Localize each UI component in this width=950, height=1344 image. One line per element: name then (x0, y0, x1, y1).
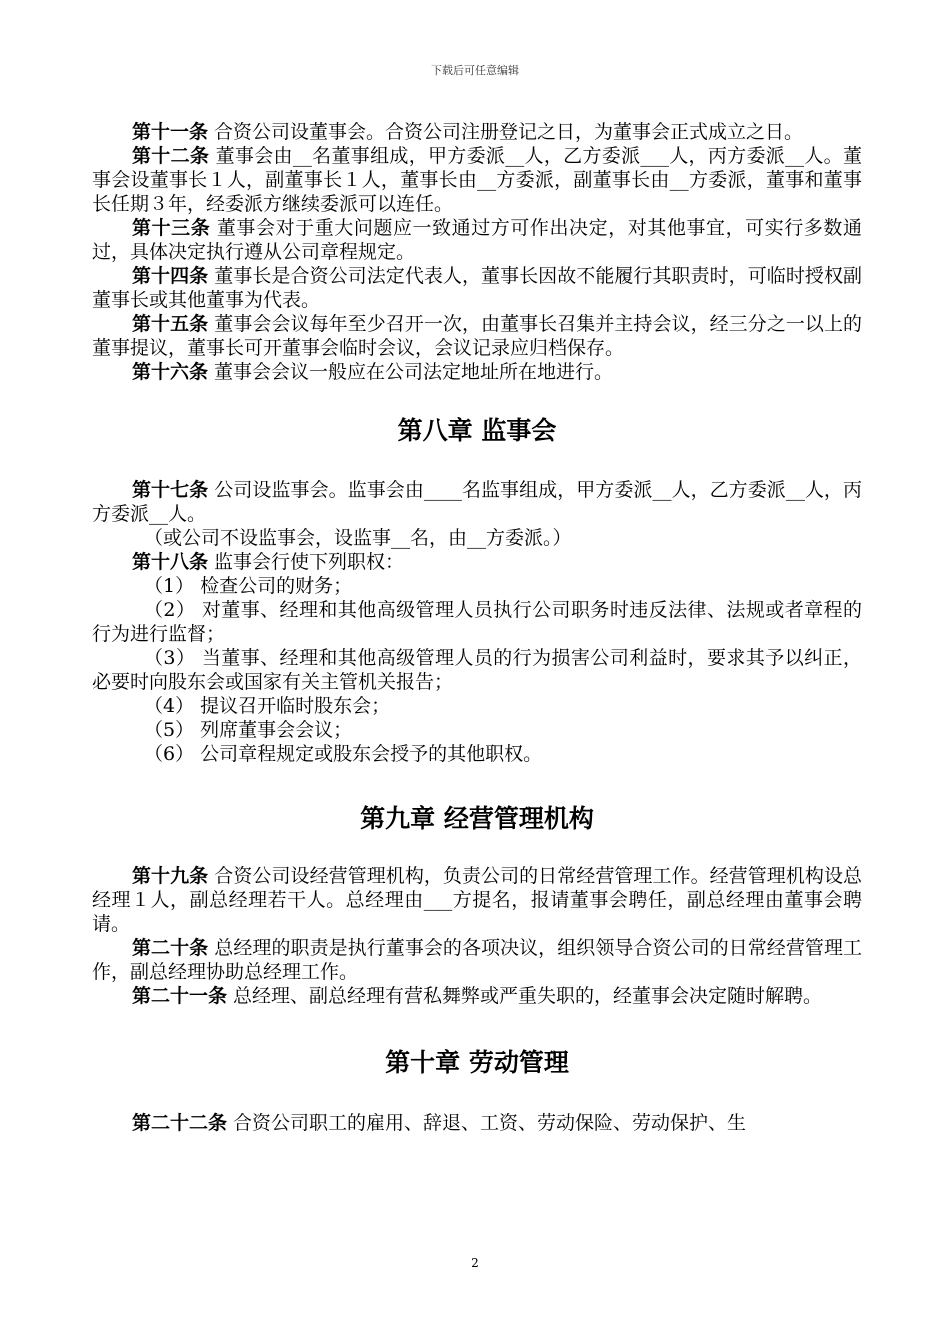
article-17 (92, 478, 862, 526)
article-number: 第十五条 (132, 313, 209, 335)
page-header: 下载后可任意编辑 (431, 64, 519, 77)
chapter-10-heading: 第十章 劳动管理 (385, 1048, 569, 1077)
article-14 (92, 264, 862, 312)
article-text: 总经理、副总经理有营私舞弊或严重失职的，经董事会决定随时解聘。 (227, 985, 823, 1007)
article-number: 第十九条 (132, 865, 209, 887)
article-11 (92, 120, 862, 144)
article-number: 第十二条 (132, 145, 210, 167)
article-text: 合资公司设经营管理机构，负责公司的日常经营管理工作。经营管理机构设总经理１人，副总经理若干人。总经理由___方提名，报请董事会聘任，副总经理由董事会聘请。 (92, 865, 862, 935)
article-22 (92, 1111, 862, 1135)
article-17-note: （或公司不设监事会，设监事__名，由__方委派。） (144, 527, 572, 549)
article-18 (92, 550, 862, 574)
article-text: 监事会行使下列职权： (208, 551, 405, 573)
article-text: 公司设监事会。监事会由____名监事组成，甲方委派__人，乙方委派__人，丙方委派__人。 (92, 479, 862, 525)
article-number: 第十八条 (132, 551, 209, 573)
article-18-item-1: （1） 检查公司的财务； (144, 575, 353, 597)
article-text: 董事会会议一般应在公司法定地址所在地进行。 (208, 361, 614, 383)
article-21 (92, 984, 862, 1008)
article-number: 第十六条 (132, 361, 209, 383)
article-18-item-6: （6） 公司章程规定或股东会授予的其他职权。 (144, 743, 543, 765)
article-16 (92, 360, 862, 384)
article-18-item-2: （2） 对董事、经理和其他高级管理人员执行公司职务时违反法律、法规或者章程的行为进行监督； (92, 599, 862, 645)
article-text: 合资公司职工的雇用、辞退、工资、劳动保险、劳动保护、生 (227, 1112, 747, 1134)
article-18-item-5: （5） 列席董事会会议； (144, 719, 353, 741)
article-13 (92, 216, 862, 264)
page-number: 2 (471, 1256, 479, 1270)
article-20 (92, 936, 862, 984)
chapter-8-heading: 第八章 监事会 (397, 416, 557, 445)
article-text: 总经理的职责是执行董事会的各项决议，组织领导合资公司的日常经营管理工作，副总经理协助总经理工作。 (92, 937, 862, 983)
article-text: 董事会对于重大问题应一致通过方可作出决定，对其他事宜，可实行多数通过，具体决定执行遵从公司章程规定。 (92, 217, 862, 263)
article-number: 第十一条 (132, 121, 209, 143)
article-number: 第二十一条 (132, 985, 228, 1007)
article-text: 合资公司设董事会。合资公司注册登记之日，为董事会正式成立之日。 (208, 121, 804, 143)
article-number: 第十七条 (132, 479, 209, 501)
chapter-9-heading: 第九章 经营管理机构 (360, 804, 594, 833)
document-body (92, 120, 862, 1135)
article-18-item-4: （4） 提议召开临时股东会； (144, 695, 391, 717)
article-15 (92, 312, 862, 360)
article-12 (92, 144, 862, 216)
article-number: 第二十二条 (132, 1112, 228, 1134)
article-text: 董事会由__名董事组成，甲方委派__人，乙方委派___人，丙方委派__人。董事会设董事长１人，副董事长１人，董事长由__方委派，副董事长由__方委派，董事和董事长任期３年，经委派方继续委派可以连任。 (92, 145, 862, 215)
article-19 (92, 864, 862, 936)
article-text: 董事长是合资公司法定代表人，董事长因故不能履行其职责时，可临时授权副董事长或其他董事为代表。 (92, 265, 862, 311)
article-number: 第二十条 (132, 937, 209, 959)
article-number: 第十三条 (132, 217, 211, 239)
article-number: 第十四条 (132, 265, 209, 287)
article-text: 董事会会议每年至少召开一次，由董事长召集并主持会议，经三分之一以上的董事提议，董事长可开董事会临时会议，会议记录应归档保存。 (92, 313, 862, 359)
article-18-item-3: （3） 当董事、经理和其他高级管理人员的行为损害公司利益时，要求其予以纠正，必要时向股东会或国家有关主管机关报告； (92, 647, 862, 693)
